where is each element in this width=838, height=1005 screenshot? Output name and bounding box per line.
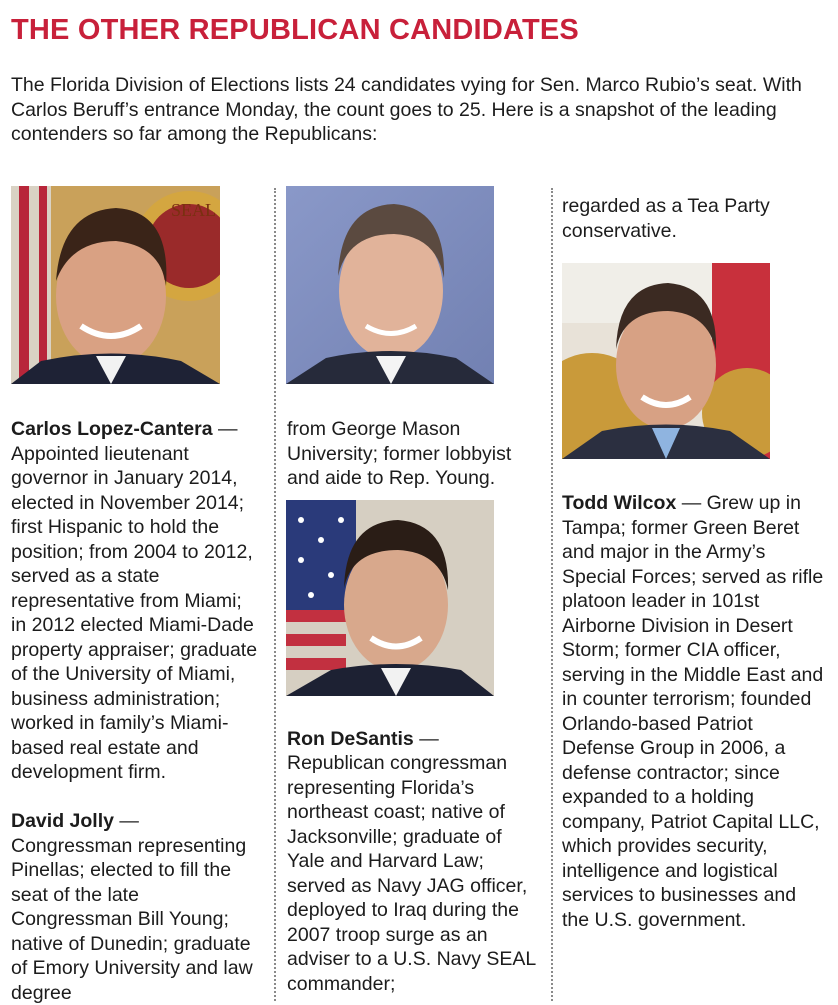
bio-carlos-lopez-cantera: Carlos Lopez-Cantera — Appointed lieutenant governor in January 2014, elected in November 2014; first Hispanic to hold the position; from 2004 to 2012, served as a state representative from Miami; in 2012 elected Miami-Dade property appraiser; graduate of the University of Miami, business administration; worked in family’s Miami-based real estate and development firm.	[11, 418, 258, 783]
bio-ron-desantis: Ron DeSantis — Republican congressman representing Florida’s northeast coast; native of Jacksonville; graduate of Yale and Harvard Law; served as Navy JAG officer, deployed to Iraq during the 2007 troop surge as an adviser to a U.S. Navy SEAL commander;	[287, 727, 536, 995]
photo-david-jolly	[286, 186, 494, 384]
bio-david-jolly: David Jolly — Congressman representing Pinellas; elected to fill the seat of the late Congressman Bill Young; native of Dunedin; graduate of Emory University and law degree	[11, 810, 253, 1004]
name-ron-desantis: Ron DeSantis	[287, 727, 414, 750]
name-todd-wilcox: Todd Wilcox	[562, 492, 677, 514]
column-1	[11, 186, 259, 1005]
column-3	[562, 194, 824, 932]
column-divider-2	[551, 188, 553, 1001]
page-title: THE OTHER REPUBLICAN CANDIDATES	[11, 14, 579, 46]
photo-todd-wilcox	[562, 263, 770, 459]
bio-david-jolly-continued: from George Mason University; former lobbyist and aide to Rep. Young.	[287, 418, 512, 489]
seal-lettering: SEAL	[171, 200, 216, 220]
photo-ron-desantis	[286, 500, 494, 696]
photo-carlos-lopez-cantera	[11, 186, 220, 384]
intro-paragraph: The Florida Division of Elections lists 24 candidates vying for Sen. Marco Rubio’s seat. With Carlos Beruff’s entrance Monday, the count goes to 25. Here is a snapshot of the leading contenders so far among the Republicans:	[11, 74, 802, 145]
bio-todd-wilcox: Todd Wilcox — Grew up in Tampa; former Green Beret and major in the Army’s Special Forces; served as rifle platoon leader in 101st Airborne Division in Desert Storm; former CIA officer, serving in the Middle East and in counter terrorism; founded Orlando-based Patriot Defense Group in 2006, a defense contractor; since expanded to a holding company, Patriot Capital LLC, which provides security, intelligence and logistical services to businesses and the U.S. government.	[562, 492, 824, 931]
column-2	[287, 186, 537, 996]
bio-ron-desantis-continued: regarded as a Tea Party conservative.	[562, 195, 770, 242]
column-divider-1	[274, 188, 276, 1001]
name-carlos-lopez-cantera: Carlos Lopez-Cantera	[11, 418, 213, 440]
name-david-jolly: David Jolly	[11, 810, 114, 832]
